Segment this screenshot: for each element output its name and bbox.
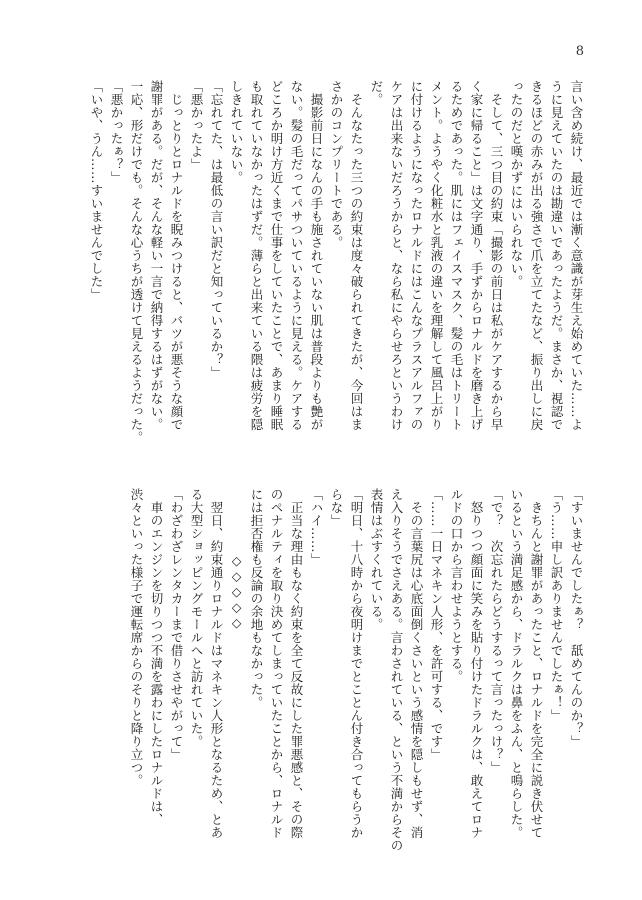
text-line: のペナルティを取り決めてしまっていたことから、ロナルド bbox=[269, 488, 284, 839]
text-line: 撮影前日になんの手も施されていない肌は普段よりも艶が bbox=[309, 80, 324, 431]
text-line: 「悪かったよ」 bbox=[189, 80, 204, 171]
text-line: 謝罪がある。だが、そんな軽い一言で納得するはずがない。 bbox=[149, 80, 164, 431]
text-line: 「すいませんでしたぁ？ 舐めてんのか？」 bbox=[569, 488, 584, 748]
text-line: ったのだと嘆かずにはいられない。 bbox=[509, 80, 524, 288]
text-line: 「いや、うん……すいませんでした」 bbox=[89, 80, 104, 301]
text-line: どころか明け方近くまで仕事をしていたことで、あまり睡眠 bbox=[269, 80, 284, 431]
text-line: 正当な理由もなく約束を全て反故にした罪悪感と、その際 bbox=[289, 488, 304, 839]
text-line: ルドの口から言わせようとする。 bbox=[449, 488, 464, 683]
text-line: うに見えていたのは勘違いであったようだ。まさか、視認で bbox=[549, 80, 564, 431]
text-line: しきれていない。 bbox=[229, 80, 244, 184]
text-line: きるほどの赤みが出る強さで爪を立てたなど、振り出しに戻 bbox=[529, 80, 544, 431]
text-line: ケアは出来ないだろうからと、なら私にやらせろというわけ bbox=[389, 80, 404, 431]
text-line: 翌日、約束通りロナルドはマネキン人形となるため、とあ bbox=[209, 488, 224, 839]
text-line: も取れていなかったはずだ。薄らと出来ている隈は疲労を隠 bbox=[249, 80, 264, 431]
text-block-bottom bbox=[56, 488, 586, 852]
text-line: 「わざわざレンタカーまで借りさせやがって」 bbox=[169, 488, 184, 761]
text-line: 「……一日マネキン人形、を許可する、です」 bbox=[429, 488, 444, 761]
text-line: らな」 bbox=[329, 488, 344, 527]
text-line: 「で？ 次忘れたらどうするって言ったっけ？」 bbox=[489, 488, 504, 774]
text-line: 「悪かったぁ？」 bbox=[109, 80, 124, 184]
text-line: 「う……申し訳ありませんでしたぁ！」 bbox=[549, 488, 564, 722]
text-line: え入りそうでさえある。言わされている、という不満からその bbox=[389, 488, 404, 852]
text-line: に付けるようになったロナルドにはこんなプラスアルファの bbox=[409, 80, 424, 431]
text-line: 「忘れてた、は最低の言い訳だと知っているか？」 bbox=[209, 80, 224, 379]
text-line: 表情はぶすくれている。 bbox=[369, 488, 384, 631]
text-line: きちんと謝罪があったこと、ロナルドを完全に説き伏せて bbox=[529, 488, 544, 839]
text-line: メント。ようやく化粧水と乳液の違いを理解して風呂上がり bbox=[429, 80, 444, 431]
text-line: 「明日、十八時から夜明けまでとことん付き合ってもらうか bbox=[349, 488, 364, 839]
text-line: ◇◇◇◇◇ bbox=[229, 488, 244, 631]
text-line: る大型ショッピングモールへと訪れていた。 bbox=[189, 488, 204, 748]
text-line: 怒りつつ顔面に笑みを貼り付けたドラルクは、敢えてロナ bbox=[469, 488, 484, 839]
text-line: さかのコンプリートである。 bbox=[329, 80, 344, 249]
text-line: じっとりとロナルドを睨みつけると、バツが悪そうな顔で bbox=[169, 80, 184, 431]
text-line: そして、三つ目の約束「撮影の前日は私がケアするから早 bbox=[489, 80, 504, 431]
text-line: 「ハイ……」 bbox=[309, 488, 324, 566]
text-line: だ。 bbox=[369, 80, 384, 106]
text-line: 車のエンジンを切りつつ不満を露わにしたロナルドは、 bbox=[149, 488, 164, 826]
text-line: には拒否権も反論の余地もなかった。 bbox=[249, 488, 264, 709]
text-line: るためであった。肌にはフェイスマスク、髪の毛はトリート bbox=[449, 80, 464, 431]
text-line: 言い含め続け、最近では漸く意識が芽生え始めていた……よ bbox=[569, 80, 584, 431]
text-line: 一応、形だけでも。そんな心うちが透けて見えるようだった。 bbox=[129, 80, 144, 444]
text-line: いるという満足感から、ドラルクは鼻をふん、と鳴らした。 bbox=[509, 488, 524, 839]
text-line: ない。髪の毛だってパサついているように見える。ケアする bbox=[289, 80, 304, 431]
text-line: く家に帰ること」は文字通り、手ずからロナルドを磨き上げ bbox=[469, 80, 484, 431]
text-block-top bbox=[56, 80, 586, 450]
page-number: 8 bbox=[575, 44, 584, 59]
text-line: その言葉尻は心底面倒くさいという感情を隠しもせず、消 bbox=[409, 488, 424, 839]
text-line: 渋々といった様子で運転席からのそりと降り立つ。 bbox=[129, 488, 144, 787]
text-line: そんなたった三つの約束は度々破られてきたが、今回はま bbox=[349, 80, 364, 431]
